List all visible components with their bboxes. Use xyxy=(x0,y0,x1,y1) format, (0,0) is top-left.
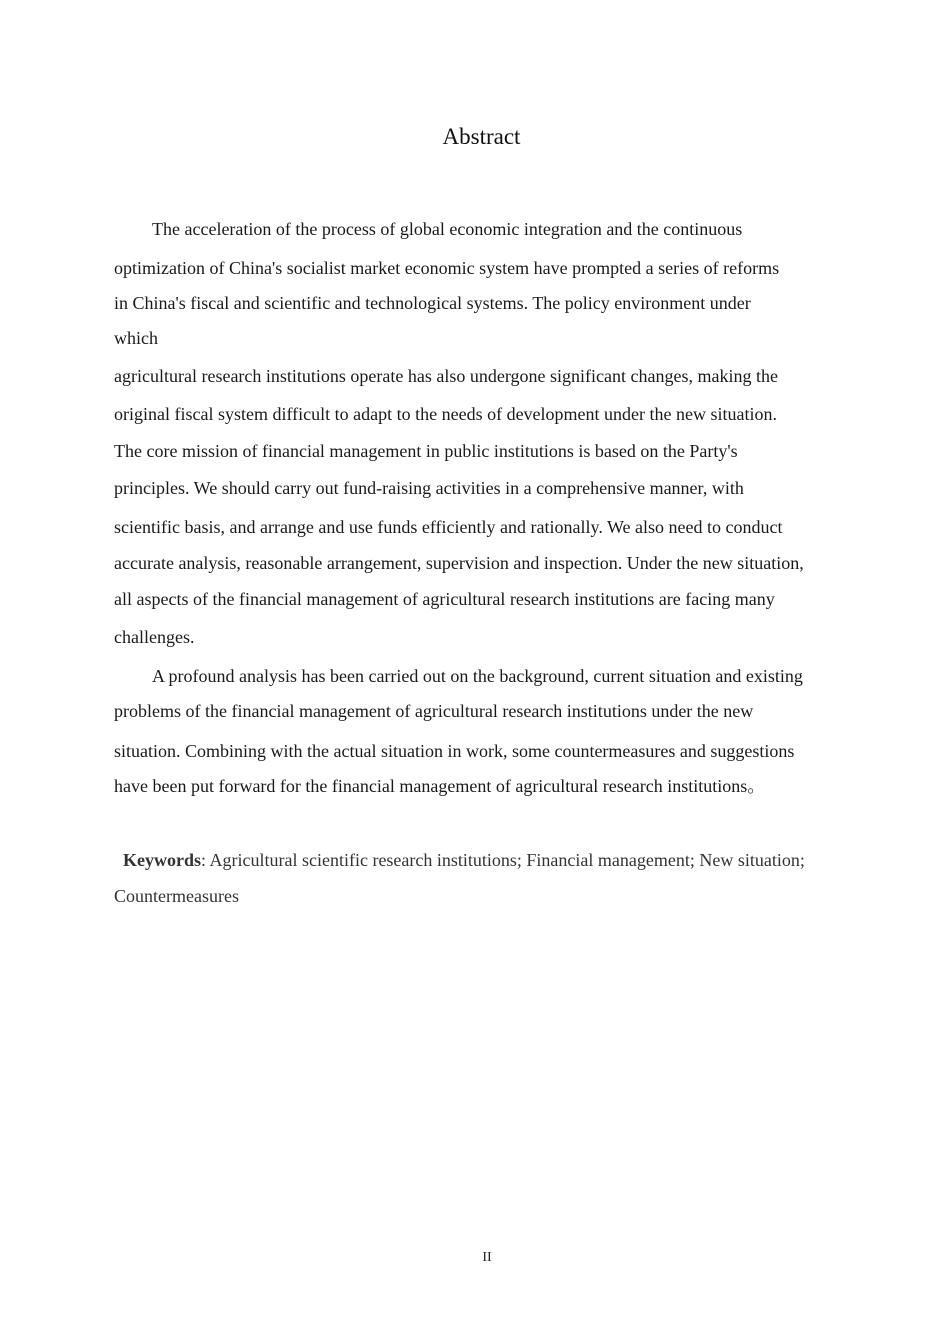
paragraph-line: which xyxy=(114,328,158,348)
keywords-label: Keywords xyxy=(123,850,201,870)
keywords-line-continued: Countermeasures xyxy=(114,886,239,906)
paragraph-line: agricultural research institutions operate has also undergone significant changes, making the xyxy=(114,366,778,386)
paragraph-line: The acceleration of the process of global economic integration and the continuous xyxy=(152,219,743,239)
paragraph-line: principles. We should carry out fund-raising activities in a comprehensive manner, with xyxy=(114,478,744,498)
paragraph-line: original fiscal system difficult to adapt to the needs of development under the new situation. xyxy=(114,404,778,424)
paragraph-line: optimization of China's socialist market economic system have prompted a series of reforms xyxy=(114,258,780,278)
paragraph-line: all aspects of the financial management of agricultural research institutions are facing many xyxy=(114,589,775,609)
keywords-line xyxy=(123,849,805,871)
abstract-title: Abstract xyxy=(442,124,521,149)
paragraph-line: have been put forward for the financial management of agricultural research institutions。 xyxy=(114,776,766,796)
paragraph-line: The core mission of financial management in public institutions is based on the Party's xyxy=(114,441,738,461)
paragraph-line: in China's fiscal and scientific and technological systems. The policy environment under xyxy=(114,293,751,313)
paragraph-line: challenges. xyxy=(114,627,195,647)
paragraph-line: A profound analysis has been carried out on the background, current situation and existing xyxy=(152,666,803,686)
paragraph-line: accurate analysis, reasonable arrangement, supervision and inspection. Under the new situation, xyxy=(114,553,804,573)
page-number: II xyxy=(482,1250,492,1265)
keywords-list: : Agricultural scientific research institutions; Financial management; New situation; xyxy=(201,850,805,870)
paragraph-line: problems of the financial management of agricultural research institutions under the new xyxy=(114,701,754,721)
paragraph-line: situation. Combining with the actual situation in work, some countermeasures and suggestions xyxy=(114,741,795,761)
paragraph-line: scientific basis, and arrange and use funds efficiently and rationally. We also need to conduct xyxy=(114,517,783,537)
